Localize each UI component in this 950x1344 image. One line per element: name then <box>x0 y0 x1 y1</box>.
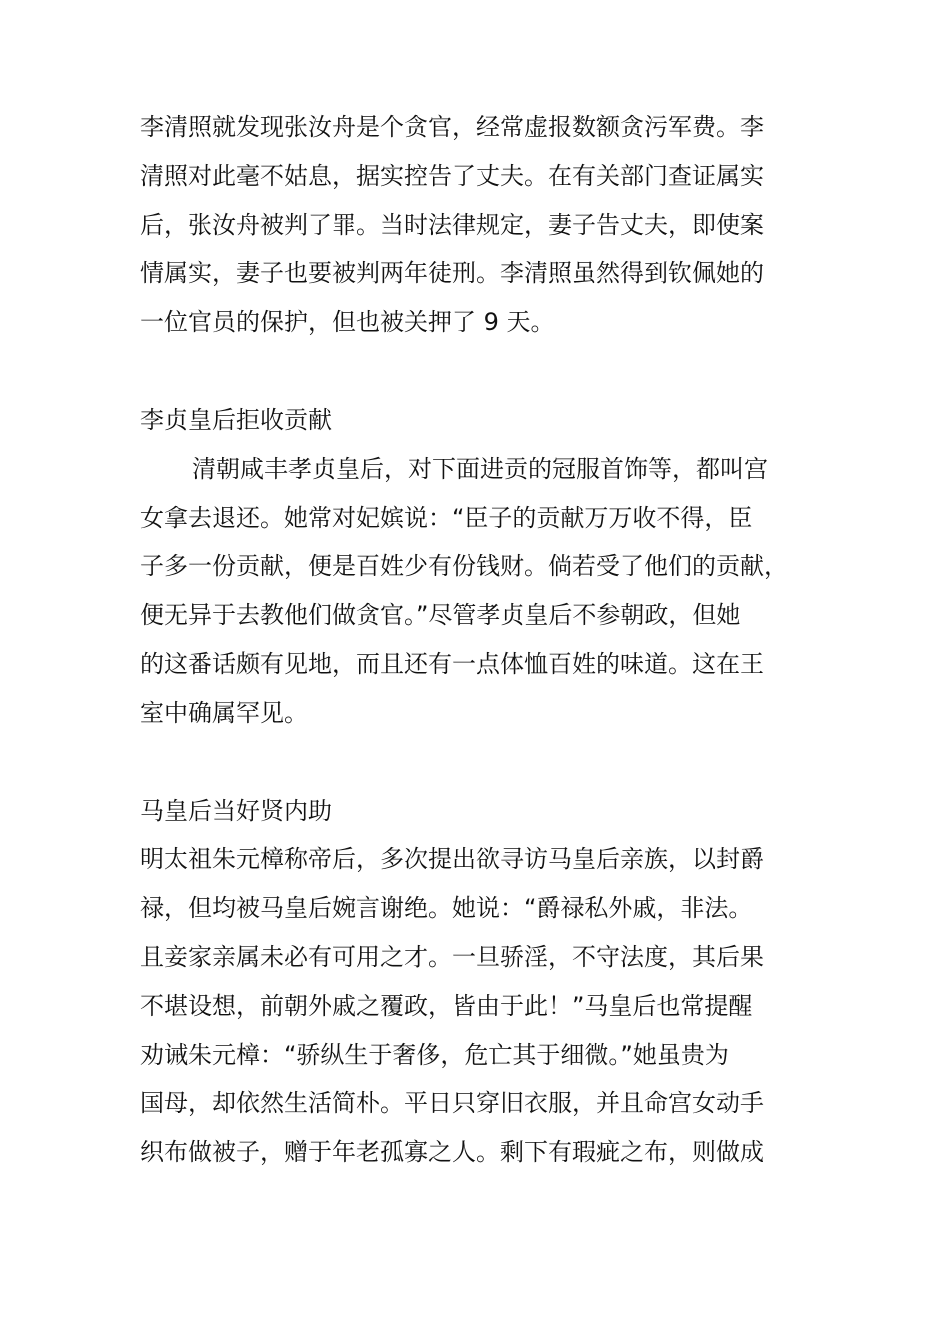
section-heading-empress-ma: 马皇后当好贤内助 <box>140 796 332 825</box>
text-line: 李清照就发现张汝舟是个贪官，经常虚报数额贪污军费。李 <box>140 113 764 141</box>
text-line: 清照对此毫不姑息，据实控告了丈夫。在有关部门查证属实 <box>140 161 764 190</box>
text-line: 且妾家亲属未必有可用之才。一旦骄淫，不守法度，其后果 <box>140 942 764 971</box>
text-line: 清朝咸丰孝贞皇后，对下面进贡的冠服首饰等，都叫宫 <box>192 454 768 483</box>
section-heading-empress-li: 李贞皇后拒收贡献 <box>140 405 332 434</box>
text-line: 便无异于去教他们做贪官。”尽管孝贞皇后不参朝政，但她 <box>140 601 741 630</box>
text-line: 子多一份贡献，便是百姓少有份钱财。倘若受了他们的贡献， <box>140 552 788 581</box>
paragraph-gap <box>140 738 812 787</box>
text-line: 女拿去退还。她常对妃嫔说：“臣子的贡献万万收不得，臣 <box>140 503 753 532</box>
text-line: 织布做被子，赠于年老孤寡之人。剩下有瑕疵之布，则做成 <box>140 1138 764 1167</box>
document-page <box>140 103 812 1177</box>
text-line: 明太祖朱元樟称帝后，多次提出欲寻访马皇后亲族，以封爵 <box>140 845 764 874</box>
text-line: 一位官员的保护，但也被关押了 9 天。 <box>140 308 555 337</box>
text-line: 情属实，妻子也要被判两年徒刑。李清照虽然得到钦佩她的 <box>140 259 764 288</box>
paragraph-gap <box>140 347 812 396</box>
paragraph-empress-ma <box>140 835 812 1177</box>
paragraph-li-qingzhao <box>140 103 812 347</box>
text-line: 劝诫朱元樟：“骄纵生于奢侈，危亡其于细微。”她虽贵为 <box>140 1040 729 1069</box>
text-line: 后，张汝舟被判了罪。当时法律规定，妻子告丈夫，即使案 <box>140 210 764 239</box>
text-line: 禄，但均被马皇后婉言谢绝。她说：“爵禄私外戚，非法。 <box>140 894 753 923</box>
text-line: 不堪设想，前朝外戚之覆政，皆由于此！”马皇后也常提醒 <box>140 991 753 1020</box>
paragraph-empress-xiaozhen <box>140 445 812 738</box>
text-line: 的这番话颇有见地，而且还有一点体恤百姓的味道。这在王 <box>140 649 764 678</box>
text-line: 室中确属罕见。 <box>140 698 308 727</box>
text-line: 国母，却依然生活简朴。平日只穿旧衣服，并且命宫女动手 <box>140 1089 764 1118</box>
